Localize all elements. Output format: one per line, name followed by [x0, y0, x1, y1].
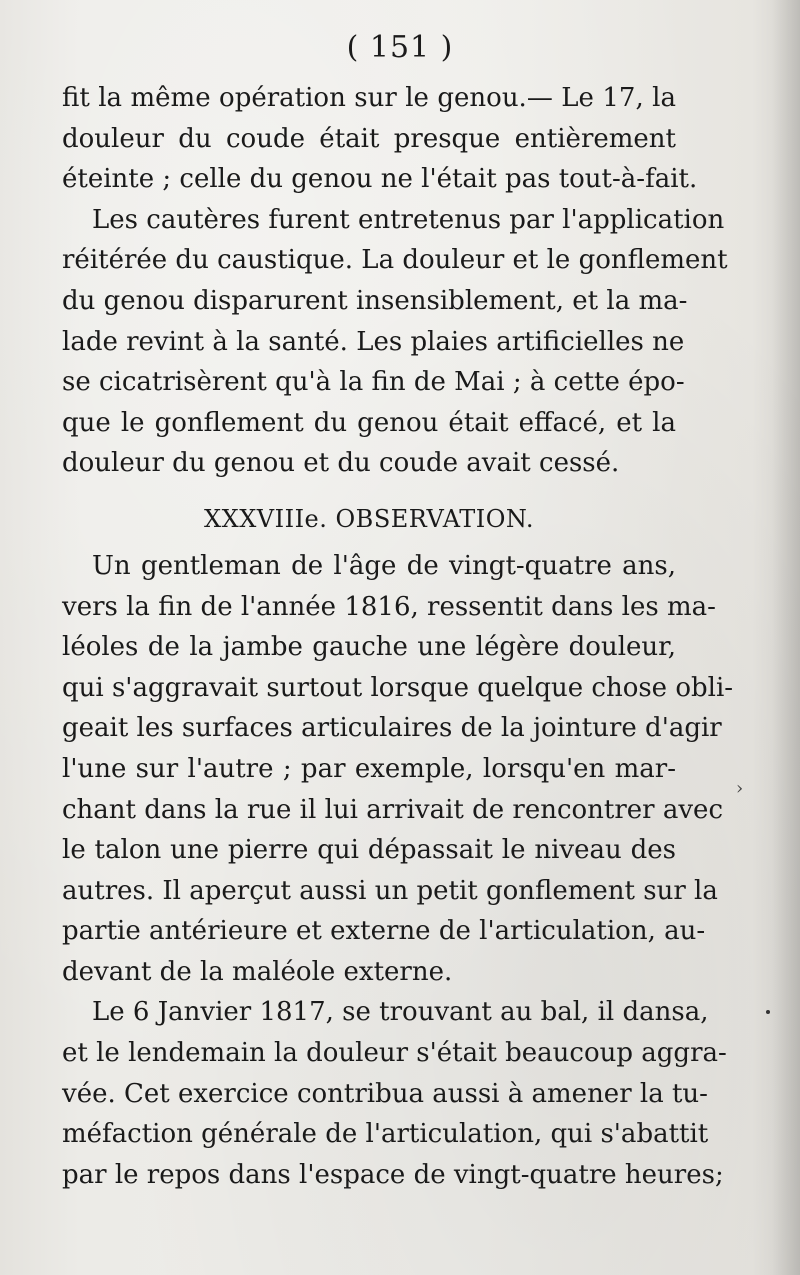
text-line: léoles de la jambe gauche une légère douleur,	[62, 632, 676, 663]
text-line: lade revint à la santé. Les plaies artificielles ne	[62, 326, 685, 357]
text-line: partie antérieure et externe de l'articulation, au-	[62, 916, 706, 947]
text-line: vers la fin de l'année 1816, ressentit dans les ma-	[62, 591, 716, 622]
text-line: se cicatrisèrent qu'à la fin de Mai ; à cette épo-	[62, 367, 685, 398]
text-line: réitérée du caustique. La douleur et le gonflement	[62, 245, 728, 276]
text-line: qui s'aggravait surtout lorsque quelque chose obli-	[62, 672, 734, 703]
text-line: vée. Cet exercice contribua aussi à amener la tu-	[62, 1078, 708, 1109]
text-line: l'une sur l'autre ; par exemple, lorsqu'en mar-	[62, 753, 676, 784]
text-line: Un gentleman de l'âge de vingt-quatre ans,	[92, 550, 676, 581]
text-line: autres. Il aperçut aussi un petit gonflement sur la	[62, 875, 718, 906]
text-line: du genou disparurent insensiblement, et la ma-	[62, 285, 688, 316]
text-line: geait les surfaces articulaires de la jointure d'agir	[62, 713, 722, 744]
page-number: ( 151 )	[346, 30, 454, 65]
text-line: éteinte ; celle du genou ne l'était pas tout-à-fait.	[62, 164, 698, 195]
text-line: douleur du genou et du coude avait cessé.	[62, 448, 620, 479]
text-line: méfaction générale de l'articulation, qui s'abattit	[62, 1119, 709, 1150]
text-line: douleur du coude était presque entièrement	[62, 123, 676, 154]
ink-speck	[766, 1010, 770, 1014]
section-heading: XXXVIIIe. OBSERVATION.	[204, 504, 534, 533]
text-line: Les cautères furent entretenus par l'application	[92, 204, 725, 235]
text-line: devant de la maléole externe.	[62, 956, 453, 987]
text-line: chant dans la rue il lui arrivait de rencontrer avec	[62, 794, 724, 825]
text-line: et le lendemain la douleur s'était beaucoup aggra-	[62, 1038, 727, 1069]
text-line: que le gonflement du genou était effacé, et la	[62, 407, 676, 438]
margin-mark: ›	[736, 778, 744, 799]
text-line: fit la même opération sur le genou.— Le 17, la	[62, 83, 676, 113]
text-line: le talon une pierre qui dépassait le niveau des	[62, 835, 676, 866]
text-line: Le 6 Janvier 1817, se trouvant au bal, il dansa,	[92, 997, 709, 1028]
text-line: par le repos dans l'espace de vingt-quatre heures;	[62, 1159, 724, 1190]
page-gutter-shadow	[772, 0, 800, 1275]
page-body	[62, 78, 734, 1195]
